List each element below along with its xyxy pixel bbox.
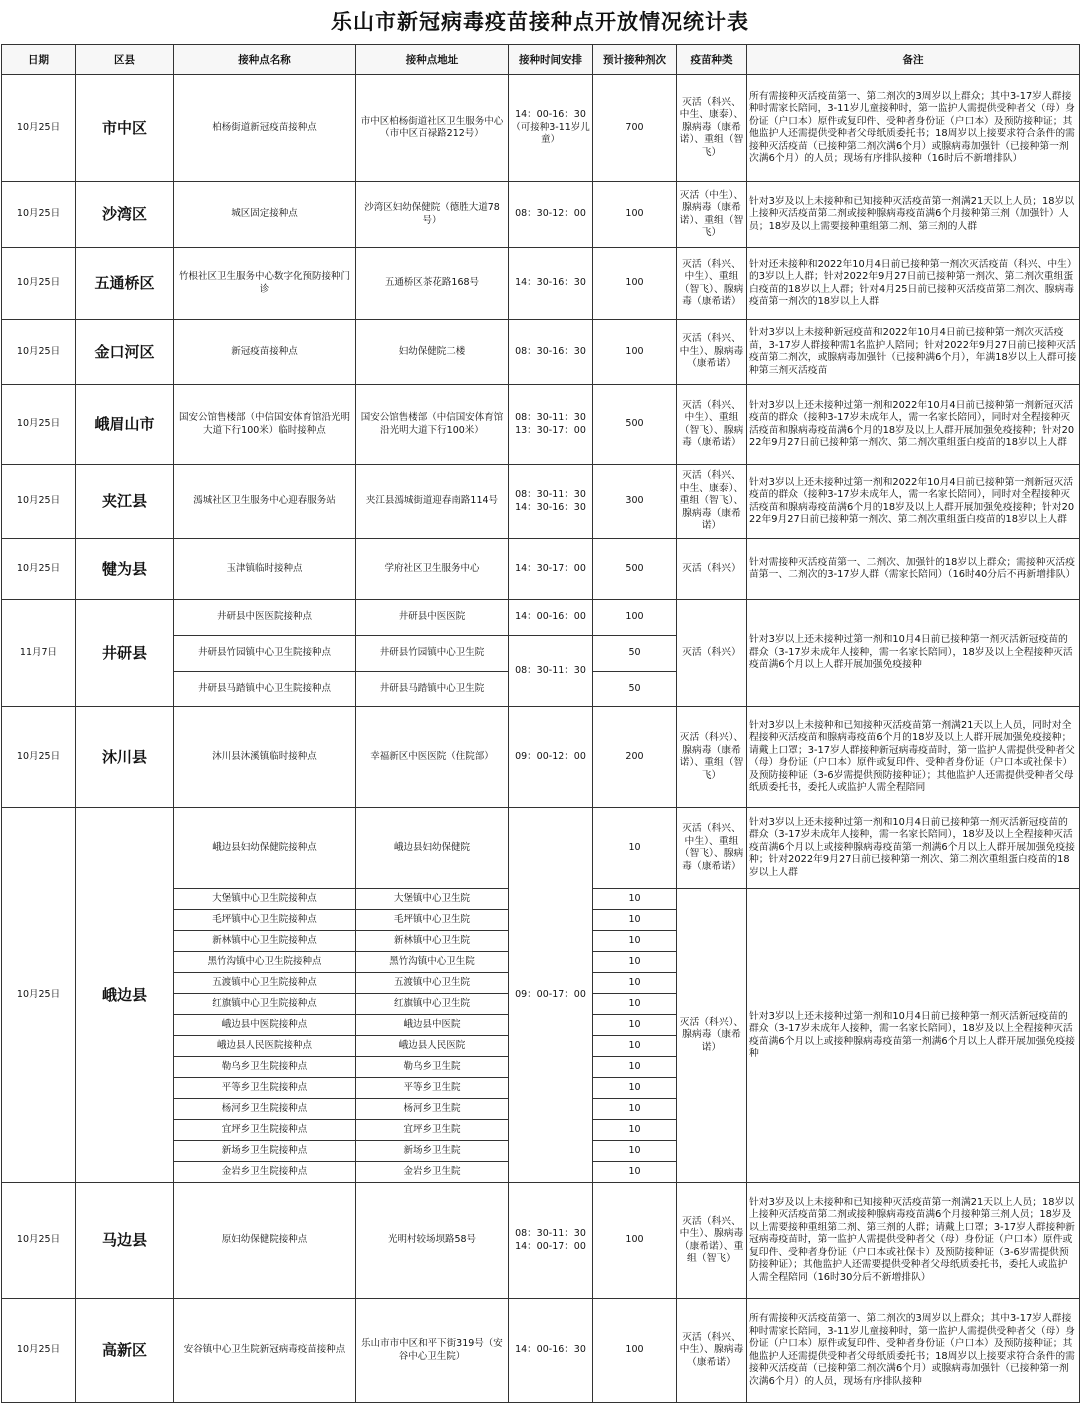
table-row <box>2 539 1080 600</box>
doses-cell: 100 <box>593 600 677 636</box>
site-address-cell: 五通桥区茶花路168号 <box>356 248 509 320</box>
district-cell: 夹江县 <box>76 465 174 539</box>
site-name-cell: 原妇幼保健院接种点 <box>174 1183 356 1299</box>
time-cell: 14：30-16：30 <box>509 248 593 320</box>
table-row <box>2 75 1080 182</box>
note-cell: 针对3岁及以上未接种和已知接种灭活疫苗第一剂满21天以上人员；18岁以上接种灭活疫苗第二剂或接种腺病毒疫苗满6个月接种第三剂人员；18岁及以上需要接种重组第二剂、第三剂的人群；请戴上口罩；3-17岁人群接种新冠病毒疫苗时，第一监护人需提供受种者父（母）身份证（户口本）原件或复印件、受种者身份证（户口本或社保卡）及预防接种证（3-6岁需提供预防接种证）；其他监护人还需要提供受种者父母纸质委托书，委托人或监护人需全程陪同（16时30分后不新增排队） <box>747 1183 1080 1299</box>
district-cell: 沐川县 <box>76 707 174 808</box>
site-name-cell: 峨边县人民医院接种点 <box>174 1036 356 1057</box>
site-address-cell: 光明村较场坝路58号 <box>356 1183 509 1299</box>
site-name-cell: 漹城社区卫生服务中心迎春服务站 <box>174 465 356 539</box>
site-name-cell: 玉津镇临时接种点 <box>174 539 356 600</box>
site-name-cell: 平等乡卫生院接种点 <box>174 1078 356 1099</box>
doses-cell: 100 <box>593 1299 677 1403</box>
time-cell: 08：30-12：00 <box>509 182 593 248</box>
site-name-cell: 勒乌乡卫生院接种点 <box>174 1057 356 1078</box>
site-name-cell: 新场乡卫生院接种点 <box>174 1141 356 1162</box>
time-cell: 14：00-16：30（可接种3-11岁儿童） <box>509 75 593 182</box>
header-row <box>2 45 1080 75</box>
note-cell: 所有需接种灭活疫苗第一、第二剂次的3周岁以上群众；其中3-17岁人群接种时需家长陪同，3-11岁儿童接种时，第一监护人需提供受种者父（母）身份证（户口本）原件或复印件、受种者身份证（户口本）及预防接种证；其他监护人还需提供受种者父母纸质委托书；18周岁以上接要求符合条件的需接种灭活疫苗（已接种第二剂次满6个月）或腺病毒加强针（已接种第一剂次满6个月）的人员，现场有序排队接种 <box>747 1299 1080 1403</box>
vaccine-type-cell: 灭活（科兴、中生、康泰）、重组（智飞）、腺病毒（康希诺） <box>677 465 747 539</box>
site-name-cell: 峨边县中医院接种点 <box>174 1015 356 1036</box>
header-date: 日期 <box>2 45 76 75</box>
site-address-cell: 新场乡卫生院 <box>356 1141 509 1162</box>
doses-cell: 200 <box>593 707 677 808</box>
note-cell: 针对3岁以上还未接种过第一剂和10月4日前已接种第一剂灭活新冠疫苗的群众（3-17岁未成年人接种，需一名家长陪同），18岁及以上全程接种灭活疫苗满6个月以上或接种腺病毒疫苗第一剂满6个月以上人群开展加强免疫接种；针对2022年9月27日前已接种第一剂次、第二剂次重组蛋白疫苗的18岁以上人群 <box>747 808 1080 889</box>
table-row <box>2 320 1080 385</box>
vaccine-type-cell: 灭活（科兴）、腺病毒（康希诺）、重组（智飞） <box>677 707 747 808</box>
site-name-cell: 黑竹沟镇中心卫生院接种点 <box>174 952 356 973</box>
doses-cell: 100 <box>593 1183 677 1299</box>
time-cell: 14：00-16：30 <box>509 1299 593 1403</box>
note-cell: 针对3岁及以上未接种和已知接种灭活疫苗第一剂满21天以上人员；18岁以上接种灭活疫苗第二剂或接种腺病毒疫苗满6个月接种第三剂（加强针）人员；18岁及以上需要接种重组第二剂、第三剂的人群 <box>747 182 1080 248</box>
doses-cell: 10 <box>593 910 677 931</box>
doses-cell: 10 <box>593 1057 677 1078</box>
date-cell: 10月25日 <box>2 320 76 385</box>
site-name-cell: 井研县中医医院接种点 <box>174 600 356 636</box>
time-cell: 08：30-11：30 14：00-17：00 <box>509 1183 593 1299</box>
site-name-cell: 安谷镇中心卫生院新冠病毒疫苗接种点 <box>174 1299 356 1403</box>
doses-cell: 500 <box>593 385 677 465</box>
district-cell: 金口河区 <box>76 320 174 385</box>
doses-cell: 100 <box>593 320 677 385</box>
vaccine-type-cell: 灭活（中生）、腺病毒（康希诺）、重组（智飞） <box>677 182 747 248</box>
table-body <box>2 75 1080 1403</box>
vaccine-type-cell: 灭活（科兴、中生）、腺病毒（康希诺）、重组（智飞） <box>677 1183 747 1299</box>
date-cell: 10月25日 <box>2 465 76 539</box>
doses-cell: 50 <box>593 672 677 707</box>
note-cell: 针对3岁以上还未接种过第一剂和2022年10月4日前已接种第一剂新冠灭活疫苗的群众（接种3-17岁未成年人，需一名家长陪同），同时对全程接种灭活疫苗和腺病毒疫苗满6个月的18岁及以上人群开展加强免疫接种；针对2022年9月27日前已接种第一剂次、第二剂次重组蛋白疫苗的18岁以上人群 <box>747 465 1080 539</box>
doses-cell: 50 <box>593 636 677 672</box>
site-address-cell: 市中区柏杨街道社区卫生服务中心（市中区百禄路212号） <box>356 75 509 182</box>
doses-cell: 10 <box>593 931 677 952</box>
district-cell: 沙湾区 <box>76 182 174 248</box>
header-vaccine-type: 疫苗种类 <box>677 45 747 75</box>
time-cell: 08：30-16：30 <box>509 320 593 385</box>
vaccine-type-cell: 灭活（科兴、中生、康泰）、腺病毒（康希诺）、重组（智飞） <box>677 75 747 182</box>
site-address-cell: 夹江县漹城街道迎春南路114号 <box>356 465 509 539</box>
site-address-cell: 大堡镇中心卫生院 <box>356 889 509 910</box>
site-address-cell: 幸福新区中医医院（住院部） <box>356 707 509 808</box>
site-name-cell: 井研县竹园镇中心卫生院接种点 <box>174 636 356 672</box>
date-cell: 10月25日 <box>2 1299 76 1403</box>
header-time: 接种时间安排 <box>509 45 593 75</box>
note-cell: 针对3岁以上还未接种过第一剂和10月4日前已接种第一剂灭活新冠疫苗的群众（3-17岁未成年人接种，需一名家长陪同），18岁及以上全程接种灭活疫苗满6个月以上或接种腺病毒疫苗第一剂满6个月以上人群开展加强免疫接种 <box>747 889 1080 1183</box>
site-address-cell: 五渡镇中心卫生院 <box>356 973 509 994</box>
district-cell: 犍为县 <box>76 539 174 600</box>
header-doses: 预计接种剂次 <box>593 45 677 75</box>
table-row <box>2 707 1080 808</box>
date-cell: 10月25日 <box>2 248 76 320</box>
header-district: 区县 <box>76 45 174 75</box>
table-row <box>2 248 1080 320</box>
note-cell: 针对还未接种和2022年10月4日前已接种第一剂次灭活疫苗（科兴、中生）的3岁以上人群；针对2022年9月27日前已接种第一剂次、第二剂次重组蛋白疫苗的18岁以上人群；针对4月25日前已接种灭活疫苗第二剂次、腺病毒疫苗第一剂次的18岁以上人群 <box>747 248 1080 320</box>
date-cell: 10月25日 <box>2 808 76 1183</box>
doses-cell: 10 <box>593 1162 677 1183</box>
doses-cell: 10 <box>593 1078 677 1099</box>
time-cell: 14：00-16：00 <box>509 600 593 636</box>
date-cell: 10月25日 <box>2 707 76 808</box>
doses-cell: 10 <box>593 1099 677 1120</box>
district-cell: 五通桥区 <box>76 248 174 320</box>
doses-cell: 700 <box>593 75 677 182</box>
table-row <box>2 1299 1080 1403</box>
vaccine-type-cell: 灭活（科兴） <box>677 539 747 600</box>
vaccine-type-cell: 灭活（科兴、中生）、重组（智飞）、腺病毒（康希诺） <box>677 385 747 465</box>
site-address-cell: 毛坪镇中心卫生院 <box>356 910 509 931</box>
time-cell: 09：00-17：00 <box>509 808 593 1183</box>
district-cell: 高新区 <box>76 1299 174 1403</box>
site-address-cell: 平等乡卫生院 <box>356 1078 509 1099</box>
date-cell: 10月25日 <box>2 385 76 465</box>
site-address-cell: 峨边县中医院 <box>356 1015 509 1036</box>
date-cell: 10月25日 <box>2 75 76 182</box>
table-row <box>2 385 1080 465</box>
site-address-cell: 黑竹沟镇中心卫生院 <box>356 952 509 973</box>
doses-cell: 10 <box>593 994 677 1015</box>
site-name-cell: 新冠疫苗接种点 <box>174 320 356 385</box>
vaccine-type-cell: 灭活（科兴、中生）、重组（智飞）、腺病毒（康希诺） <box>677 248 747 320</box>
table-row <box>2 1183 1080 1299</box>
site-address-cell: 峨边县人民医院 <box>356 1036 509 1057</box>
site-address-cell: 井研县中医医院 <box>356 600 509 636</box>
vaccine-type-cell: 灭活（科兴、中生）、腺病毒（康希诺） <box>677 320 747 385</box>
vaccine-type-cell: 灭活（科兴、中生）、腺病毒（康希诺） <box>677 1299 747 1403</box>
site-address-cell: 峨边县妇幼保健院 <box>356 808 509 889</box>
date-cell: 10月25日 <box>2 182 76 248</box>
site-address-cell: 宜坪乡卫生院 <box>356 1120 509 1141</box>
doses-cell: 300 <box>593 465 677 539</box>
site-name-cell: 竹根社区卫生服务中心数字化预防接种门诊 <box>174 248 356 320</box>
site-address-cell: 红旗镇中心卫生院 <box>356 994 509 1015</box>
site-address-cell: 勒乌乡卫生院 <box>356 1057 509 1078</box>
note-cell: 针对3岁以上未接种新冠疫苗和2022年10月4日前已接种第一剂次灭活疫苗，3-17岁人群接种需1名监护人陪同；针对2022年9月27日前已接种灭活疫苗第二剂次，或腺病毒加强针（已接种满6个月），年满18岁以上人群可接种第三剂灭活疫苗 <box>747 320 1080 385</box>
vaccine-type-cell: 灭活（科兴） <box>677 600 747 707</box>
site-address-cell: 国安公馆售楼部（中信国安体育馆沿光明大道下行100米） <box>356 385 509 465</box>
table-row <box>2 182 1080 248</box>
site-name-cell: 国安公馆售楼部（中信国安体育馆沿光明大道下行100米）临时接种点 <box>174 385 356 465</box>
site-address-cell: 井研县竹园镇中心卫生院 <box>356 636 509 672</box>
doses-cell: 10 <box>593 952 677 973</box>
site-name-cell: 城区固定接种点 <box>174 182 356 248</box>
date-cell: 11月7日 <box>2 600 76 707</box>
site-name-cell: 杨河乡卫生院接种点 <box>174 1099 356 1120</box>
note-cell: 针对需接种灭活疫苗第一、二剂次、加强针的18岁以上群众；需接种灭活疫苗第一、二剂次的3-17岁人群（需家长陪同）（16时40分后不再新增排队） <box>747 539 1080 600</box>
site-name-cell: 五渡镇中心卫生院接种点 <box>174 973 356 994</box>
district-cell: 井研县 <box>76 600 174 707</box>
doses-cell: 10 <box>593 889 677 910</box>
site-name-cell: 柏杨街道新冠疫苗接种点 <box>174 75 356 182</box>
doses-cell: 10 <box>593 808 677 889</box>
site-address-cell: 杨河乡卫生院 <box>356 1099 509 1120</box>
table-row <box>2 808 1080 889</box>
site-address-cell: 井研县马踏镇中心卫生院 <box>356 672 509 707</box>
doses-cell: 10 <box>593 1015 677 1036</box>
time-cell: 08：30-11：30 14：30-16：30 <box>509 465 593 539</box>
site-address-cell: 沙湾区妇幼保健院（德胜大道78号） <box>356 182 509 248</box>
doses-cell: 10 <box>593 973 677 994</box>
site-name-cell: 金岩乡卫生院接种点 <box>174 1162 356 1183</box>
doses-cell: 100 <box>593 248 677 320</box>
district-cell: 峨边县 <box>76 808 174 1183</box>
doses-cell: 10 <box>593 1036 677 1057</box>
date-cell: 10月25日 <box>2 539 76 600</box>
site-name-cell: 红旗镇中心卫生院接种点 <box>174 994 356 1015</box>
note-cell: 针对3岁以上未接种和已知接种灭活疫苗第一剂满21天以上人员，同时对全程接种灭活疫苗和腺病毒疫苗6个月的18岁及以上人群开展加强免疫接种；请戴上口罩；3-17岁人群接种新冠病毒疫苗时，第一监护人需提供受种者父（母）身份证（户口本）原件或复印件、受种者身份证（户口本或社保卡）及预防接种证（3-6岁需提供预防接种证）；其他监护人还需提供受种者父母纸质委托书，委托人或监护人需全程陪同 <box>747 707 1080 808</box>
doses-cell: 10 <box>593 1120 677 1141</box>
site-address-cell: 金岩乡卫生院 <box>356 1162 509 1183</box>
site-name-cell: 宜坪乡卫生院接种点 <box>174 1120 356 1141</box>
site-address-cell: 乐山市市中区和平下街319号（安谷中心卫生院） <box>356 1299 509 1403</box>
header-site-name: 接种点名称 <box>174 45 356 75</box>
site-name-cell: 毛坪镇中心卫生院接种点 <box>174 910 356 931</box>
table-row <box>2 600 1080 636</box>
time-cell: 08：30-11：30 <box>509 636 593 707</box>
time-cell: 08：30-11：30 13：30-17：00 <box>509 385 593 465</box>
site-name-cell: 井研县马踏镇中心卫生院接种点 <box>174 672 356 707</box>
table-title: 乐山市新冠病毒疫苗接种点开放情况统计表 <box>331 10 749 34</box>
site-name-cell: 峨边县妇幼保健院接种点 <box>174 808 356 889</box>
vaccine-type-cell: 灭活（科兴、中生）、重组（智飞）、腺病毒（康希诺） <box>677 808 747 889</box>
note-cell: 针对3岁以上还未接种过第一剂和2022年10月4日前已接种第一剂新冠灭活疫苗的群众（接种3-17岁未成年人，需一名家长陪同），同时对全程接种灭活疫苗和腺病毒疫苗满6个月的18岁及以上人群开展加强免疫接种；针对2022年9月27日前已接种第一剂次、第二剂次重组蛋白疫苗的18岁以上人群 <box>747 385 1080 465</box>
district-cell: 马边县 <box>76 1183 174 1299</box>
time-cell: 09：00-12：00 <box>509 707 593 808</box>
note-cell: 针对3岁以上还未接种过第一剂和10月4日前已接种第一剂灭活新冠疫苗的群众（3-17岁未成年人接种，需一名家长陪同），18岁及以上全程接种灭活疫苗满6个月以上人群开展加强免疫接种 <box>747 600 1080 707</box>
site-address-cell: 新林镇中心卫生院 <box>356 931 509 952</box>
district-cell: 市中区 <box>76 75 174 182</box>
site-name-cell: 沐川县沐溪镇临时接种点 <box>174 707 356 808</box>
doses-cell: 10 <box>593 1141 677 1162</box>
date-cell: 10月25日 <box>2 1183 76 1299</box>
header-notes: 备注 <box>747 45 1080 75</box>
doses-cell: 500 <box>593 539 677 600</box>
vaccine-type-cell: 灭活（科兴）、腺病毒（康希诺） <box>677 889 747 1183</box>
note-cell: 所有需接种灭活疫苗第一、第二剂次的3周岁以上群众；其中3-17岁人群接种时需家长陪同，3-11岁儿童接种时，第一监护人需提供受种者父（母）身份证（户口本）原件或复印件、受种者身份证（户口本）及预防接种证；其他监护人还需提供受种者父母纸质委托书；18周岁以上接要求符合条件的需接种灭活疫苗（已接种第二剂次满6个月）或腺病毒加强针（已接种第一剂次满6个月）的人员；现场有序排队接种（16时后不新增排队） <box>747 75 1080 182</box>
vaccination-table <box>1 44 1080 1403</box>
site-address-cell: 学府社区卫生服务中心 <box>356 539 509 600</box>
site-name-cell: 大堡镇中心卫生院接种点 <box>174 889 356 910</box>
site-address-cell: 妇幼保健院二楼 <box>356 320 509 385</box>
header-site-address: 接种点地址 <box>356 45 509 75</box>
time-cell: 14：30-17：00 <box>509 539 593 600</box>
table-row <box>2 465 1080 539</box>
district-cell: 峨眉山市 <box>76 385 174 465</box>
doses-cell: 100 <box>593 182 677 248</box>
site-name-cell: 新林镇中心卫生院接种点 <box>174 931 356 952</box>
